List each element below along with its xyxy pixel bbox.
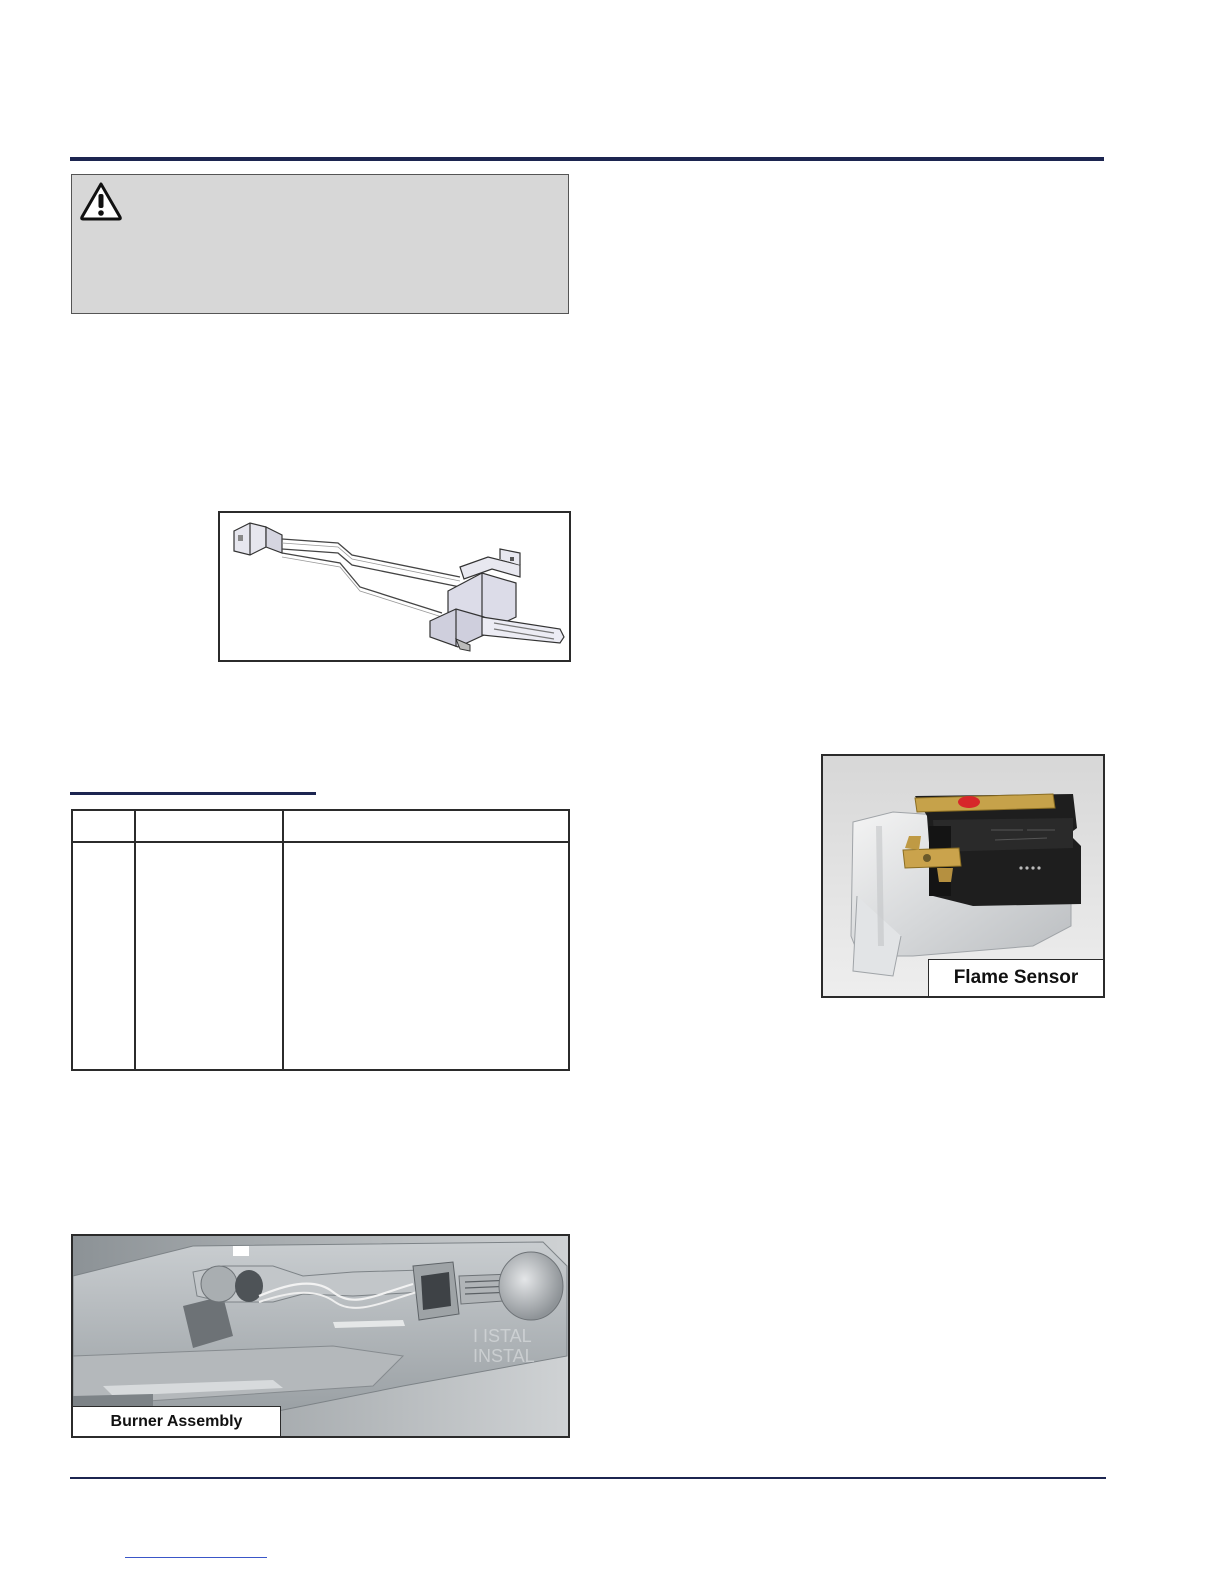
warning-box (71, 174, 569, 314)
header-rule (70, 157, 1104, 161)
igniter-drawing (220, 513, 569, 660)
section-heading-rule (70, 792, 316, 795)
footer-link-underline[interactable] (125, 1557, 267, 1558)
warning-triangle-icon (79, 181, 123, 221)
svg-text:INSTAL: INSTAL (473, 1346, 535, 1366)
burner-assembly-figure (71, 1234, 570, 1438)
table-column-divider (282, 811, 284, 1069)
svg-text:I ISTAL: I ISTAL (473, 1326, 532, 1346)
footer-rule (70, 1477, 1106, 1479)
spec-table (71, 809, 570, 1071)
table-column-divider (134, 811, 136, 1069)
burner-assembly-caption: Burner Assembly (73, 1406, 281, 1436)
flame-sensor-caption: Flame Sensor (928, 959, 1103, 996)
flame-sensor-figure (821, 754, 1105, 998)
igniter-figure (218, 511, 571, 662)
table-header-divider (73, 841, 568, 843)
